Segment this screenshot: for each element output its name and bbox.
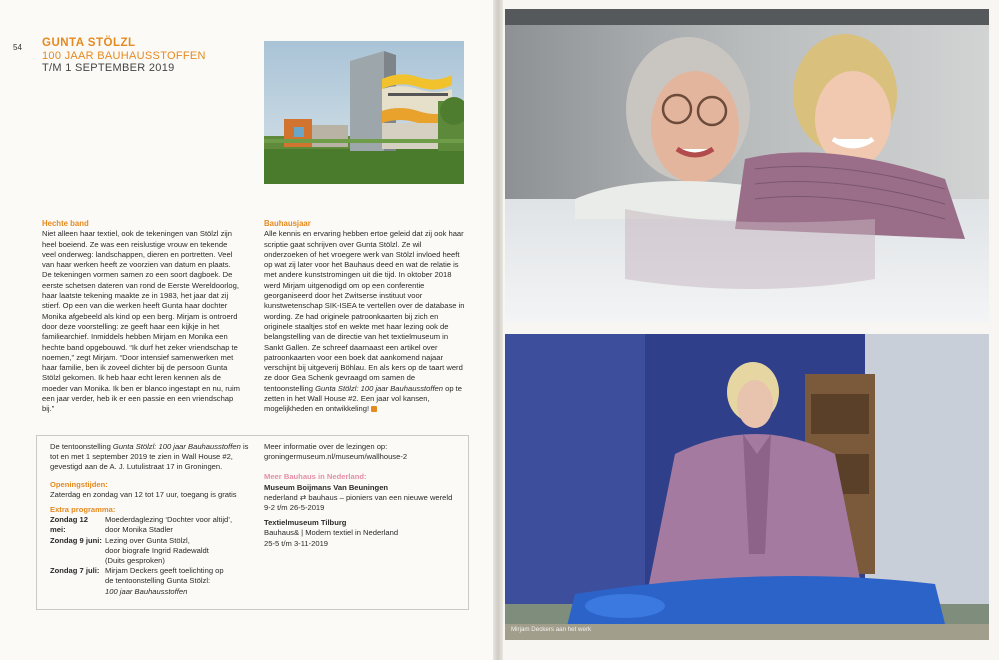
venue-textielmuseum-name: Textielmuseum Tilburg <box>264 518 347 528</box>
info-right-column <box>264 442 464 549</box>
venue-textielmuseum-exhibition: Bauhaus& | Modern textiel in Nederland <box>264 528 399 538</box>
info-left-column <box>50 442 255 597</box>
header-title: GUNTA STÖLZL <box>42 37 136 49</box>
photo1-caption: Monika Stadler en Mirjam Deckers in het Wall House #2 <box>511 307 665 314</box>
exhibition-intro: De tentoonstelling Gunta Stölzl: 100 jaar Bauhausstoffen is tot en met 1 september 2019 te zien in Wall House #2, gevestigd aan de A. J. Lutulistraat 17 in Groningen. <box>50 442 249 472</box>
venue-boijmans-name: Museum Boijmans Van Beuningen <box>264 482 389 492</box>
photo2-caption: Mirjam Deckers aan het werk <box>511 626 592 633</box>
article-column-1 <box>42 219 240 415</box>
article-1-text: Niet alleen haar textiel, ook de tekeningen van Stölzl zijn heel boeiend. Ze was een reislustige vrouw en tekende veel onderweg: landschappen, dieren en portretten. Veel van haar werken heeft ze voorzien van datum en plaats. De tekeningen vormen samen zo een soort dagboek. De eerste schetsen dateren van rond de Eerste Wereldoorlog, haar laatste tekening maakte ze in 1983, het jaar dat zij stierf. Op een van die werken heeft Gunta haar dochter Monika afgebeeld als kind op een berg. Mirjam is ontroerd door deze voorstelling: ze geeft haar een kijkje in het familiearchief. Inmiddels hebben Mirjam en Monika een hechte band opgebouwd. “Ik durf het zeker vriendschap te noemen,” zegt Mirjam. “Door intensief samenwerken met haar familie, ben ik zoveel dichter bij de persoon Gunta Stölzl gekomen. Ik heb haar echt leren kennen als de moeder van Monika. Ik ben er blanco ingestapt en nu, ruim een jaar verder, heb ik er een passie en een vriendschap bij.” <box>42 229 240 414</box>
opening-hours-label: Openingstijden: <box>50 479 108 489</box>
extra-program-label: Extra programma: <box>50 505 116 515</box>
end-mark-icon <box>371 406 377 412</box>
workshop-photo-mirjam <box>505 334 989 640</box>
section-heading-hechte-band: Hechte band <box>42 219 89 228</box>
venue-boijmans-exhibition: nederland ⇄ bauhaus – pioniers van een nieuwe wereld <box>264 492 453 502</box>
article-header <box>42 37 206 74</box>
portrait-photo-monika-mirjam <box>505 9 989 322</box>
more-info-url: groningermuseum.nl/museum/wallhouse-2 <box>264 452 408 462</box>
article-2-text: Alle kennis en ervaring hebben ertoe geleid dat zij ook haar scriptie gaat schrijven over Gunta Stölzl. Ze wil onderzoeken of het vroegere werk van Stölzl invloed heeft op wat zij later voor het Bauhaus deed en wat de relatie is met andere kunststromingen uit die tijd. In oktober 2018 werd Mirjam uitgenodigd om op een conferentie georganiseerd door het Zwitserse instituut voor kunstwetenschap SIK-ISEA te vertellen over de database in wording. Ze had originele patroonkaarten bij zich en originele staaltjes stof en wekte met haar lezing ook de belangstelling van de directie van het textielmuseum in Sankt Gallen. Ze schreef daarnaast een artikel over patroonkaarten voor een boek dat aankomend najaar verschijnt bij uitgeverij Böhlau. En als kers op de taart werd ze door Gea Schenk gevraagd om samen de tentoonstelling Gunta Stölzl: 100 jaar Bauhausstoffen op te zetten in het Wall House #2. Een jaar vol kansen, mogelijkheden en ontwikkeling! <box>264 229 465 414</box>
header-subtitle: 100 JAAR BAUHAUSSTOFFEN <box>42 50 206 62</box>
wall-house-photo <box>264 41 464 184</box>
program-item: Zondag 12 mei: Moederdaglezing ‘Dochter voor altijd’, door Monika Stadler <box>50 515 233 535</box>
header-dates: T/M 1 SEPTEMBER 2019 <box>42 62 175 74</box>
page-number: 54 <box>13 43 22 52</box>
section-heading-bauhausjaar: Bauhausjaar <box>264 219 311 228</box>
program-item: Zondag 9 juni: Lezing over Gunta Stölzl, door biografe Ingrid Radewaldt (Duits gesproken) <box>50 535 209 566</box>
page-gutter <box>493 0 503 660</box>
opening-hours-text: Zaterdag en zondag van 12 tot 17 uur, toegang is gratis <box>50 489 237 499</box>
more-bauhaus-label: Meer Bauhaus in Nederland: <box>264 472 367 482</box>
article-column-2 <box>264 219 466 415</box>
venue-textielmuseum-dates: 25-5 t/m 3-11-2019 <box>264 538 329 548</box>
program-item: Zondag 7 juli: Mirjam Deckers geeft toelichting op de tentoonstelling Gunta Stölzl: 100 jaar Bauhausstoffen <box>50 566 224 596</box>
more-info-text: Meer informatie over de lezingen op: <box>264 442 388 451</box>
venue-boijmans-dates: 9-2 t/m 26-5-2019 <box>264 503 325 513</box>
